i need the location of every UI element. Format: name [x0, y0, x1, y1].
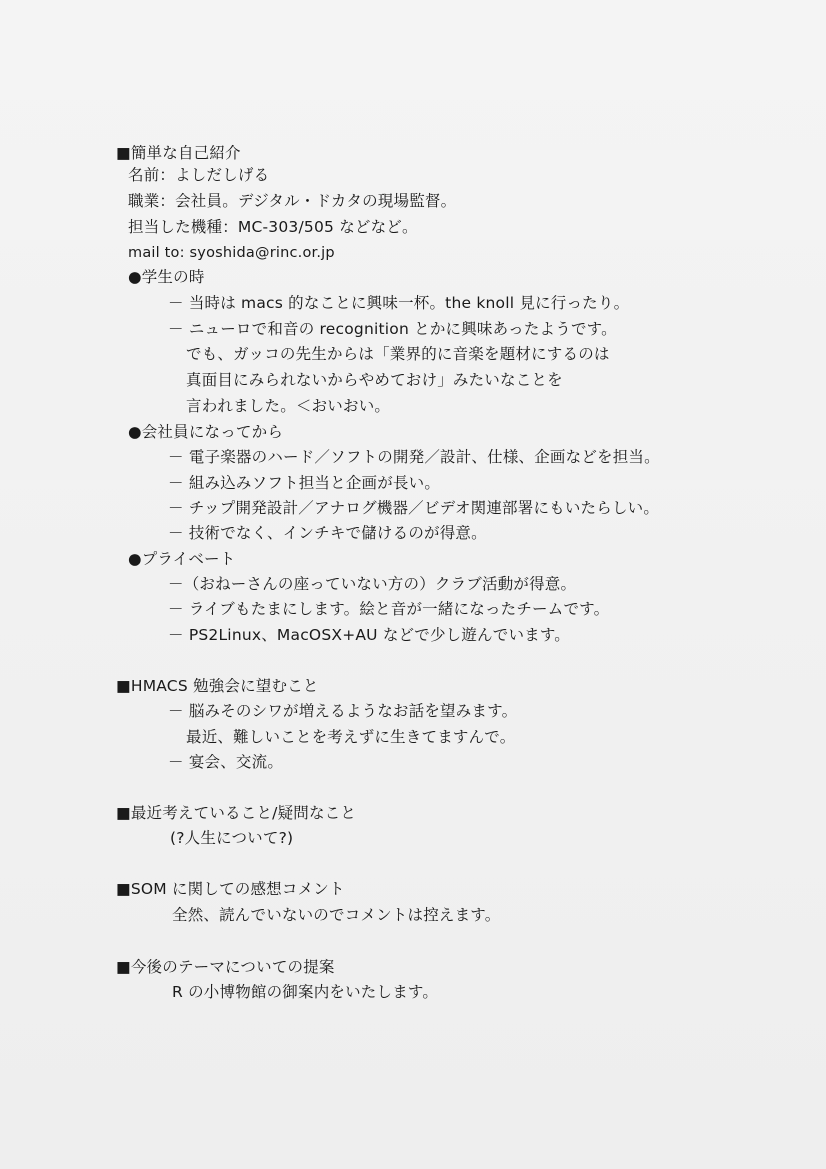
- recent-body: (?人生について?): [170, 829, 294, 847]
- student-item: － ニューロで和音の recognition とかに興味あったようです。: [168, 320, 617, 338]
- subsection-heading-private: ●プライベート: [128, 550, 236, 568]
- theme-body: R の小博物館の御案内をいたします。: [172, 983, 439, 1001]
- section-heading-hmacs: ■HMACS 勉強会に望むこと: [116, 677, 319, 695]
- subsection-heading-student: ●学生の時: [128, 268, 205, 286]
- student-continuation: 真面目にみられないからやめておけ」みたいなことを: [186, 371, 563, 389]
- hmacs-item: － 宴会、交流。: [168, 753, 284, 771]
- employee-item: － 技術でなく、インチキで儲けるのが得意。: [168, 524, 487, 542]
- section-heading-som: ■SOM に関しての感想コメント: [116, 880, 345, 898]
- section-heading-intro: ■簡単な自己紹介: [116, 144, 241, 162]
- name-line: 名前：よしだしげる: [128, 166, 270, 184]
- section-heading-recent: ■最近考えていること/疑問なこと: [116, 804, 357, 822]
- models-line: 担当した機種：MC-303/505 などなど。: [128, 218, 418, 236]
- section-heading-theme: ■今後のテーマについての提案: [116, 958, 335, 976]
- hmacs-continuation: 最近、難しいことを考えずに生きてますんで。: [186, 728, 516, 746]
- private-item: － PS2Linux、MacOSX+AU などで少し遊んでいます。: [168, 626, 571, 644]
- employee-item: － 電子楽器のハード／ソフトの開発／設計、仕様、企画などを担当。: [168, 448, 660, 466]
- employee-item: － チップ開発設計／アナログ機器／ビデオ関連部署にもいたらしい。: [168, 499, 660, 517]
- private-item: － ライブもたまにします。絵と音が一緒になったチームです。: [168, 600, 610, 618]
- private-item: －（おねーさんの座っていない方の）クラブ活動が得意。: [168, 575, 577, 593]
- student-continuation: でも、ガッコの先生からは「業界的に音楽を題材にするのは: [186, 345, 610, 363]
- employee-item: － 組み込みソフト担当と企画が長い。: [168, 474, 441, 492]
- subsection-heading-employee: ●会社員になってから: [128, 423, 284, 441]
- som-body: 全然、読んでいないのでコメントは控えます。: [172, 906, 501, 924]
- mail-line: mail to: syoshida@rinc.or.jp: [128, 245, 335, 261]
- student-item: － 当時は macs 的なことに興味一杯。the knoll 見に行ったり。: [168, 294, 630, 312]
- hmacs-item: － 脳みそのシワが増えるようなお話を望みます。: [168, 702, 518, 720]
- job-line: 職業：会社員。デジタル・ドカタの現場監督。: [128, 192, 457, 210]
- student-continuation: 言われました。＜おいおい。: [186, 397, 391, 415]
